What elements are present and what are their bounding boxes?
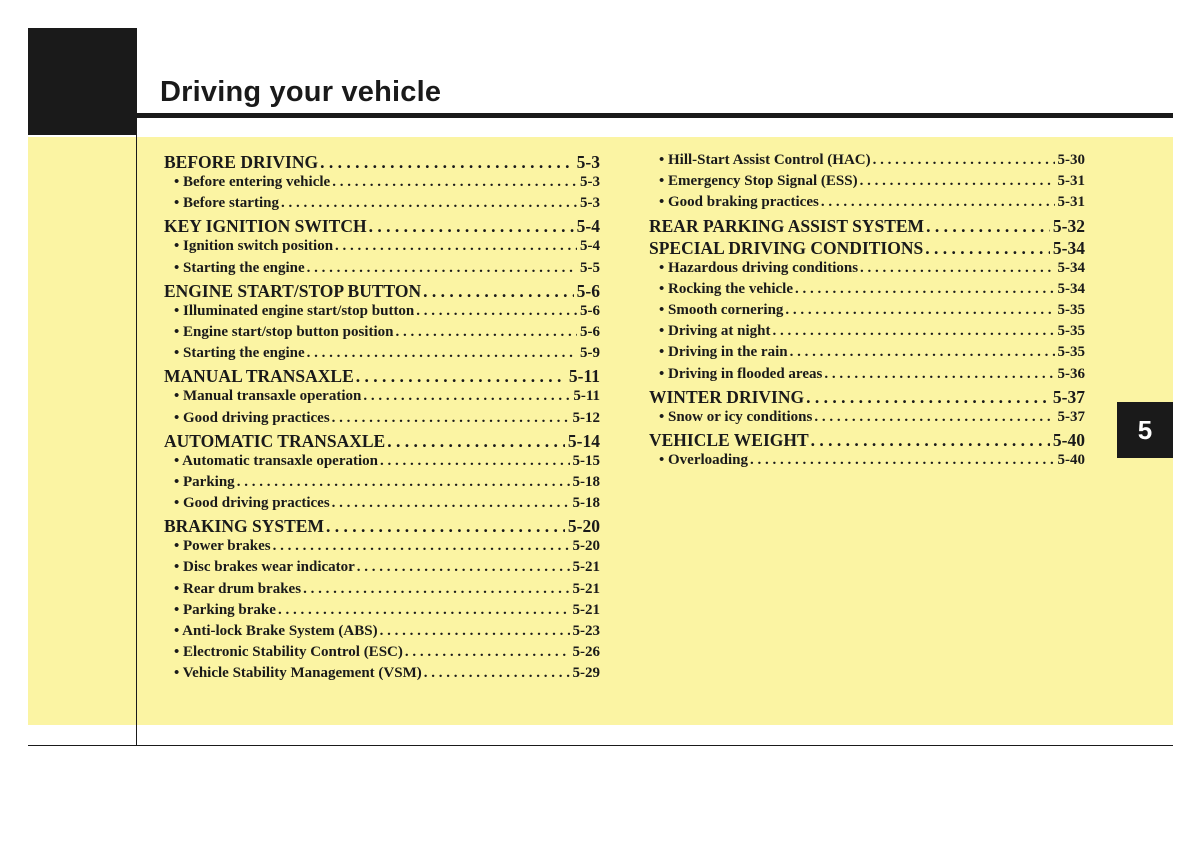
toc-entry-page: 5-31: [1057, 194, 1085, 211]
toc-entry-page: 5-3: [580, 195, 600, 212]
dot-leader: [416, 303, 577, 320]
toc-entry-label: • Driving in flooded areas: [659, 365, 823, 382]
toc-entry-label: VEHICLE WEIGHT: [649, 429, 809, 450]
dot-leader: [335, 238, 577, 255]
toc-entry-page: 5-3: [580, 174, 600, 190]
toc-subsection-entry[interactable]: [649, 281, 1085, 302]
toc-subsection-entry[interactable]: [164, 665, 600, 686]
dot-leader: [873, 152, 1055, 169]
dot-leader: [821, 194, 1055, 211]
toc-entry-page: 5-40: [1052, 429, 1085, 450]
toc-entry-label: • Starting the engine: [174, 259, 305, 276]
toc-subsection-entry[interactable]: [164, 324, 600, 345]
toc-entry-label: • Automatic transaxle operation: [174, 452, 378, 469]
toc-subsection-entry[interactable]: [164, 644, 600, 665]
toc-entry-label: • Good driving practices: [174, 409, 330, 426]
toc-entry-page: 5-6: [576, 280, 600, 301]
dot-leader: [307, 345, 577, 362]
dot-leader: [860, 173, 1055, 190]
toc-subsection-entry[interactable]: [649, 409, 1085, 430]
toc-entry-page: 5-23: [572, 623, 600, 639]
toc-entry-page: 5-36: [1057, 365, 1085, 382]
toc-entry-label: • Illuminated engine start/stop button: [174, 302, 415, 319]
toc-subsection-entry[interactable]: [649, 344, 1085, 365]
dot-leader: [405, 644, 570, 661]
dot-leader: [356, 366, 566, 387]
dot-leader: [320, 152, 574, 173]
toc-entry-label: WINTER DRIVING: [649, 386, 805, 407]
dot-leader: [237, 474, 570, 491]
title-rule: [136, 113, 1173, 118]
toc-subsection-entry[interactable]: [164, 345, 600, 366]
toc-entry-page: 5-11: [568, 366, 600, 387]
toc-section-entry[interactable]: [649, 430, 1085, 452]
toc-subsection-entry[interactable]: [164, 602, 600, 623]
toc-entry-page: 5-18: [572, 473, 600, 490]
dot-leader: [811, 430, 1050, 451]
toc-column-left: [164, 152, 600, 687]
toc-entry-label: REAR PARKING ASSIST SYSTEM: [649, 215, 925, 236]
toc-section-entry[interactable]: [164, 152, 600, 174]
chapter-header-block: [28, 28, 136, 135]
toc-entry-page: 5-21: [572, 580, 600, 597]
dot-leader: [332, 174, 577, 191]
toc-section-entry[interactable]: [649, 387, 1085, 409]
dot-leader: [926, 216, 1050, 237]
toc-section-entry[interactable]: [649, 216, 1085, 238]
toc-entry-page: 5-34: [1052, 237, 1085, 258]
chapter-tab[interactable]: 5: [1117, 402, 1173, 458]
toc-entry-page: 5-35: [1057, 344, 1085, 361]
toc-entry-label: MANUAL TRANSAXLE: [164, 366, 354, 387]
toc-entry-label: • Ignition switch position: [174, 238, 334, 255]
toc-entry-page: 5-11: [573, 388, 600, 405]
dot-leader: [281, 195, 577, 212]
bottom-rule: [28, 745, 1173, 746]
toc-entry-page: 5-15: [572, 452, 600, 469]
toc-subsection-entry[interactable]: [164, 174, 600, 195]
toc-subsection-entry[interactable]: [164, 195, 600, 216]
dot-leader: [326, 516, 565, 537]
toc-entry-label: • Engine start/stop button position: [174, 323, 394, 340]
toc-entry-page: 5-37: [1052, 386, 1085, 407]
toc-entry-page: 5-5: [580, 259, 600, 276]
dot-leader: [332, 495, 570, 512]
toc-subsection-entry[interactable]: [649, 452, 1085, 473]
toc-column-right: [649, 152, 1085, 473]
toc-entry-page: 5-4: [580, 238, 600, 255]
toc-subsection-entry[interactable]: [649, 260, 1085, 281]
toc-subsection-entry[interactable]: [164, 388, 600, 409]
toc-entry-page: 5-14: [567, 430, 600, 451]
toc-subsection-entry[interactable]: [164, 559, 600, 580]
toc-entry-page: 5-6: [580, 302, 600, 319]
dot-leader: [307, 260, 577, 277]
dot-leader: [925, 238, 1050, 259]
toc-entry-label: • Rocking the vehicle: [659, 280, 793, 297]
toc-entry-label: KEY IGNITION SWITCH: [164, 216, 367, 237]
toc-entry-page: 5-6: [580, 323, 600, 340]
toc-entry-page: 5-20: [572, 538, 600, 555]
toc-entry-page: 5-34: [1057, 259, 1085, 276]
dot-leader: [369, 216, 574, 237]
toc-entry-page: 5-26: [572, 644, 600, 661]
dot-leader: [423, 281, 574, 302]
toc-subsection-entry[interactable]: [649, 323, 1085, 344]
dot-leader: [380, 623, 570, 640]
toc-section-entry[interactable]: [649, 238, 1085, 260]
dot-leader: [790, 344, 1055, 361]
toc-entry-label: • Power brakes: [174, 538, 271, 555]
toc-subsection-entry[interactable]: [164, 581, 600, 602]
toc-section-entry[interactable]: [164, 431, 600, 453]
toc-entry-page: 5-40: [1057, 451, 1085, 468]
toc-subsection-entry[interactable]: [164, 410, 600, 431]
dot-leader: [395, 324, 577, 341]
toc-section-entry[interactable]: [164, 516, 600, 538]
dot-leader: [278, 602, 570, 619]
toc-entry-page: 5-29: [572, 665, 600, 682]
toc-entry-label: • Driving at night: [659, 323, 771, 340]
toc-entry-page: 5-4: [576, 216, 600, 237]
page-title: Driving your vehicle: [160, 76, 442, 108]
toc-entry-label: • Smooth cornering: [659, 301, 784, 318]
toc-entry-label: • Before starting: [174, 195, 279, 212]
dot-leader: [387, 431, 565, 452]
toc-entry-page: 5-18: [572, 495, 600, 512]
dot-leader: [814, 409, 1054, 426]
toc-entry-label: ENGINE START/STOP BUTTON: [164, 280, 422, 301]
toc-section-entry[interactable]: [164, 216, 600, 238]
toc-subsection-entry[interactable]: [649, 194, 1085, 215]
toc-subsection-entry[interactable]: [164, 495, 600, 516]
toc-entry-label: • Parking brake: [174, 601, 276, 618]
toc-entry-label: • Anti-lock Brake System (ABS): [174, 623, 378, 639]
toc-subsection-entry[interactable]: [164, 623, 600, 644]
toc-section-entry[interactable]: [164, 281, 600, 303]
toc-entry-label: BRAKING SYSTEM: [164, 516, 324, 537]
dot-leader: [824, 366, 1054, 383]
dot-leader: [332, 410, 570, 427]
toc-entry-page: 5-32: [1052, 215, 1085, 236]
toc-entry-label: • Before entering vehicle: [174, 174, 331, 190]
toc-subsection-entry[interactable]: [164, 238, 600, 259]
toc-subsection-entry[interactable]: [649, 366, 1085, 387]
toc-subsection-entry[interactable]: [164, 260, 600, 281]
toc-entry-page: 5-12: [572, 409, 600, 426]
toc-subsection-entry[interactable]: [649, 152, 1085, 173]
dot-leader: [424, 665, 570, 682]
toc-entry-label: • Disc brakes wear indicator: [174, 559, 355, 576]
toc-entry-label: • Hazardous driving conditions: [659, 259, 859, 276]
toc-entry-page: 5-9: [580, 345, 600, 362]
toc-subsection-entry[interactable]: [164, 538, 600, 559]
toc-entry-label: • Overloading: [659, 451, 749, 468]
toc-entry-label: • Good driving practices: [174, 495, 330, 512]
toc-entry-label: • Vehicle Stability Management (VSM): [174, 665, 422, 682]
toc-entry-page: 5-3: [576, 152, 600, 172]
toc-entry-page: 5-20: [567, 516, 600, 537]
toc-entry-label: • Emergency Stop Signal (ESS): [659, 173, 858, 190]
toc-entry-label: BEFORE DRIVING: [164, 152, 319, 172]
dot-leader: [303, 581, 569, 598]
toc-entry-page: 5-35: [1057, 301, 1085, 318]
dot-leader: [795, 281, 1055, 298]
toc-subsection-entry[interactable]: [649, 173, 1085, 194]
toc-entry-label: • Hill-Start Assist Control (HAC): [659, 152, 871, 168]
dot-leader: [273, 538, 570, 555]
dot-leader: [785, 302, 1054, 319]
margin-rule: [136, 28, 137, 746]
toc-entry-label: • Parking: [174, 473, 235, 490]
toc-entry-label: • Manual transaxle operation: [174, 388, 362, 405]
dot-leader: [860, 260, 1054, 277]
toc-entry-page: 5-37: [1057, 408, 1085, 425]
toc-entry-label: • Starting the engine: [174, 345, 305, 362]
toc-entry-label: • Snow or icy conditions: [659, 408, 813, 425]
toc-entry-page: 5-21: [572, 559, 600, 576]
toc-entry-page: 5-35: [1057, 323, 1085, 340]
toc-entry-page: 5-21: [572, 601, 600, 618]
toc-entry-page: 5-30: [1057, 152, 1085, 168]
toc-entry-label: • Electronic Stability Control (ESC): [174, 644, 403, 661]
dot-leader: [806, 387, 1050, 408]
toc-subsection-entry[interactable]: [164, 303, 600, 324]
dot-leader: [750, 452, 1054, 469]
dot-leader: [357, 559, 570, 576]
toc-subsection-entry[interactable]: [649, 302, 1085, 323]
toc-subsection-entry[interactable]: [164, 453, 600, 474]
toc-entry-label: SPECIAL DRIVING CONDITIONS: [649, 237, 924, 258]
toc-subsection-entry[interactable]: [164, 474, 600, 495]
toc-entry-label: • Driving in the rain: [659, 344, 788, 361]
dot-leader: [773, 323, 1055, 340]
dot-leader: [363, 388, 570, 405]
toc-section-entry[interactable]: [164, 366, 600, 388]
toc-entry-page: 5-34: [1057, 280, 1085, 297]
toc-entry-label: • Rear drum brakes: [174, 580, 302, 597]
toc-entry-label: AUTOMATIC TRANSAXLE: [164, 430, 386, 451]
toc-entry-page: 5-31: [1057, 173, 1085, 190]
dot-leader: [380, 453, 570, 470]
toc-entry-label: • Good braking practices: [659, 194, 819, 211]
